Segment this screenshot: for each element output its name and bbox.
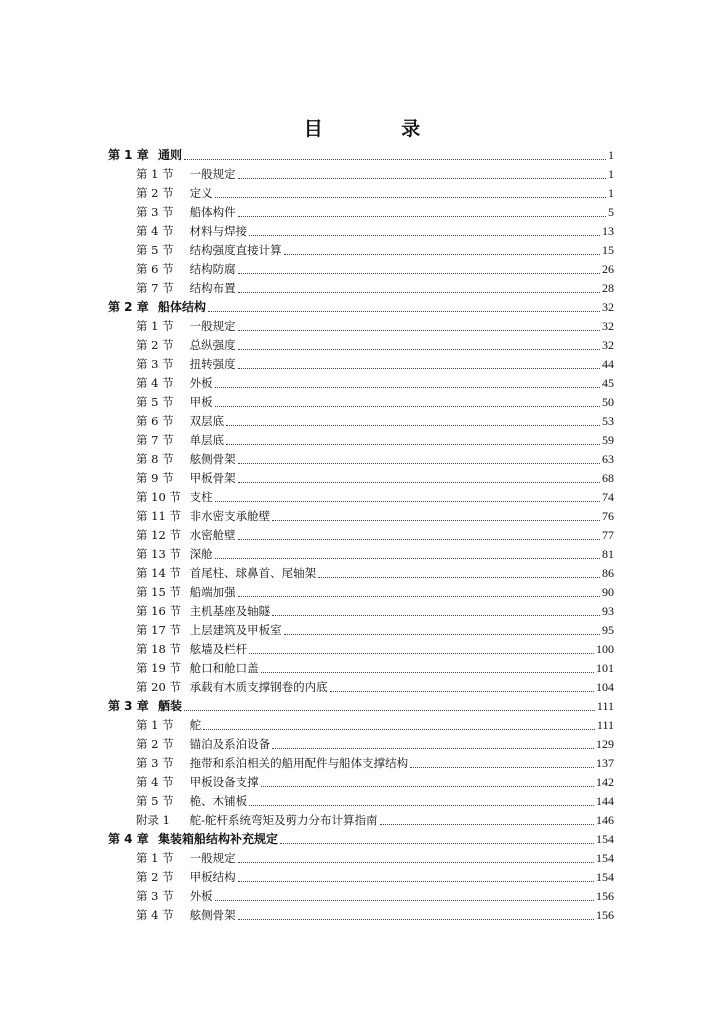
toc-entry-label [136,659,259,678]
toc-entry-title: 甲板骨架 [186,471,236,485]
toc-page-number: 1 [608,148,614,162]
toc-section-entry[interactable] [108,678,614,697]
dot-leader [215,197,606,198]
toc-entry-title: 舱口和舱口盖 [186,661,259,675]
toc-section-entry[interactable] [108,488,614,507]
toc-section-entry[interactable] [108,545,614,564]
dot-leader [184,159,606,160]
toc-entry-label [136,526,236,545]
toc-section-entry[interactable] [108,906,614,925]
toc-page-number: 32 [602,338,614,352]
toc-entry-number: 第 4 节 [136,224,174,238]
dot-leader [249,653,594,654]
dot-leader [380,824,594,825]
toc-entry-number: 第 19 节 [136,661,181,675]
toc-section-entry[interactable] [108,469,614,488]
toc-entry-number: 第 3 章 [108,699,149,713]
toc-entry-title: 总纵强度 [186,338,236,352]
toc-page-number: 154 [596,870,614,884]
toc-entry-number: 第 1 节 [136,167,174,181]
toc-page-number: 90 [602,585,614,599]
toc-entry-label [136,792,247,811]
toc-section-entry[interactable] [108,431,614,450]
toc-entry-number: 第 4 章 [108,832,149,846]
toc-entry-label [136,336,236,355]
dot-leader [203,729,595,730]
dot-leader [238,463,600,464]
toc-page-number: 154 [596,851,614,865]
dot-leader [208,311,600,312]
toc-entry-title: 扭转强度 [186,357,236,371]
toc-entry-title: 船端加强 [186,585,236,599]
toc-entry-label [136,393,213,412]
toc-entry-number: 第 1 章 [108,148,149,162]
toc-entry-number: 第 16 节 [136,604,181,618]
toc-page-number: 81 [602,547,614,561]
dot-leader [226,425,600,426]
toc-entry-title: 结构强度直接计算 [186,243,282,257]
toc-entry-number: 第 2 节 [136,338,174,352]
toc-entry-label [136,545,213,564]
toc-section-entry[interactable] [108,355,614,374]
toc-entry-label [136,279,236,298]
toc-page-number: 144 [596,794,614,808]
toc-section-entry[interactable] [108,526,614,545]
dot-leader [238,216,606,217]
toc-entry-title: 船体结构 [158,300,207,314]
toc-entry-number: 第 12 节 [136,528,181,542]
toc-section-entry[interactable] [108,602,614,621]
toc-section-entry[interactable] [108,735,614,754]
dot-leader [318,577,600,578]
toc-section-entry[interactable] [108,849,614,868]
toc-page-number: 59 [602,433,614,447]
toc-entry-number: 第 2 节 [136,186,174,200]
toc-entry-label [136,583,236,602]
toc-section-entry[interactable] [108,260,614,279]
dot-leader [215,501,600,502]
toc-entry-label [136,241,282,260]
toc-section-entry[interactable] [108,393,614,412]
toc-page-number: 1 [608,186,614,200]
toc-entry-label [136,412,224,431]
toc-page-number: 32 [602,319,614,333]
toc-page-number: 53 [602,414,614,428]
dot-leader [272,520,600,521]
toc-entry-label [136,811,378,830]
toc-page-number: 111 [596,699,614,713]
toc-entry-number: 第 11 节 [136,509,181,523]
toc-entry-number: 第 13 节 [136,547,181,561]
toc-entry-label [136,222,247,241]
toc-page-number: 146 [596,813,614,827]
dot-leader [272,748,594,749]
toc-entry-title: 材料与焊接 [186,224,248,238]
toc-entry-label [136,868,236,887]
toc-entry-label [136,678,328,697]
toc-entry-title: 甲板设备支撑 [186,775,259,789]
toc-section-entry[interactable] [108,811,614,830]
dot-leader [249,805,594,806]
toc-entry-title: 甲板 [186,395,213,409]
toc-entry-number: 第 15 节 [136,585,181,599]
dot-leader [238,273,600,274]
dot-leader [410,767,594,768]
toc-entry-label [136,564,316,583]
toc-page-number: 142 [596,775,614,789]
toc-page-number: 95 [602,623,614,637]
toc-entry-title: 双层底 [186,414,225,428]
toc-entry-number: 第 2 节 [136,737,174,751]
toc-entry-title: 拖带和系泊相关的船用配件与船体支撑结构 [186,756,409,770]
toc-entry-label [108,298,206,317]
toc-page-number: 154 [596,832,614,846]
toc-entry-title: 甲板结构 [186,870,236,884]
toc-entry-title: 通则 [158,148,183,162]
toc-page-number: 137 [596,756,614,770]
toc-entry-number: 第 1 节 [136,718,174,732]
toc-entry-title: 支柱 [186,490,213,504]
toc-entry-label [136,450,236,469]
dot-leader [215,387,600,388]
toc-page-number: 45 [602,376,614,390]
dot-leader [280,843,594,844]
toc-entry-title: 主机基座及轴隧 [186,604,271,618]
toc-page-number: 28 [602,281,614,295]
toc-entry-number: 第 1 节 [136,319,174,333]
toc-page-number: 156 [596,889,614,903]
toc-chapter-entry[interactable] [108,697,614,716]
toc-section-entry[interactable] [108,241,614,260]
dot-leader [184,710,595,711]
toc-entry-number: 第 17 节 [136,623,181,637]
toc-section-entry[interactable] [108,583,614,602]
toc-chapter-entry[interactable] [108,830,614,849]
dot-leader [284,254,600,255]
toc-entry-number: 第 5 节 [136,395,174,409]
toc-section-entry[interactable] [108,374,614,393]
dot-leader [215,900,594,901]
toc-section-entry[interactable] [108,887,614,906]
toc-entry-number: 第 7 节 [136,281,174,295]
toc-entry-title: 集装箱船结构补充规定 [158,832,279,846]
toc-entry-title: 单层底 [186,433,225,447]
dot-leader [261,672,594,673]
toc-page-number: 129 [596,737,614,751]
toc-entry-title: 一般规定 [186,319,236,333]
toc-entry-label [136,355,236,374]
toc-section-entry[interactable] [108,203,614,222]
toc-entry-title: 结构防腐 [186,262,236,276]
toc-entry-title: 上层建筑及甲板室 [186,623,282,637]
toc-page-number: 101 [596,661,614,675]
dot-leader [238,881,594,882]
toc-section-entry[interactable] [108,564,614,583]
toc-entry-label [136,374,213,393]
toc-section-entry[interactable] [108,412,614,431]
toc-entry-label [136,621,282,640]
toc-entry-number: 第 3 节 [136,889,174,903]
toc-section-entry[interactable] [108,773,614,792]
toc-entry-number: 第 9 节 [136,471,174,485]
dot-leader [238,178,606,179]
toc-entry-title: 承载有木质支撑钢卷的内底 [186,680,328,694]
dot-leader [238,539,600,540]
toc-entry-number: 第 20 节 [136,680,181,694]
dot-leader [238,919,594,920]
toc-page-number: 104 [596,680,614,694]
toc-entry-number: 第 3 节 [136,756,174,770]
toc-page-number: 156 [596,908,614,922]
toc-section-entry[interactable] [108,450,614,469]
toc-entry-title: 舷墙及栏杆 [186,642,248,656]
toc-entry-number: 第 2 节 [136,870,174,884]
toc-chapter-entry[interactable] [108,298,614,317]
toc-entry-number: 附录 1 [136,813,170,827]
toc-page-number: 111 [596,718,614,732]
toc-page-number: 15 [602,243,614,257]
dot-leader [284,634,600,635]
toc-entry-title: 舷侧骨架 [186,908,236,922]
toc-entry-number: 第 5 节 [136,794,174,808]
toc-page-number: 32 [602,300,614,314]
toc-entry-number: 第 14 节 [136,566,181,580]
toc-entry-number: 第 5 节 [136,243,174,257]
toc-entry-title: 水密舱壁 [186,528,236,542]
toc-entry-title: 桅、木铺板 [186,794,248,808]
toc-entry-title: 结构布置 [186,281,236,295]
toc-entry-label [136,507,270,526]
toc-section-entry[interactable] [108,184,614,203]
toc-entry-title: 非水密支承舱壁 [186,509,271,523]
toc-page-number: 63 [602,452,614,466]
toc-section-entry[interactable] [108,659,614,678]
toc-entry-title: 锚泊及系泊设备 [186,737,271,751]
toc-section-entry[interactable] [108,317,614,336]
toc-entry-label [136,640,247,659]
toc-page-number: 44 [602,357,614,371]
dot-leader [238,349,600,350]
toc-section-entry[interactable] [108,716,614,735]
toc-entry-number: 第 1 节 [136,851,174,865]
dot-leader [238,292,600,293]
toc-entry-title: 舷侧骨架 [186,452,236,466]
toc-entry-title: 舾装 [158,699,183,713]
toc-entry-label [136,716,201,735]
toc-page-number: 76 [602,509,614,523]
toc-entry-number: 第 10 节 [136,490,181,504]
toc-entry-label [136,203,236,222]
toc-entry-number: 第 4 节 [136,775,174,789]
toc-page-number: 77 [602,528,614,542]
toc-entry-label [136,431,224,450]
toc-entry-label [136,754,408,773]
toc-section-entry[interactable] [108,222,614,241]
toc-page-number: 5 [608,205,614,219]
toc-page-number: 1 [608,167,614,181]
toc-entry-label [136,887,213,906]
toc-chapter-entry[interactable] [108,146,614,165]
toc-entry-title: 外板 [186,889,213,903]
dot-leader [330,691,594,692]
toc-section-entry[interactable] [108,868,614,887]
toc-page-number: 13 [602,224,614,238]
toc-entry-title: 深舱 [186,547,213,561]
toc-entry-label [136,773,259,792]
dot-leader [261,786,594,787]
table-of-contents [108,146,614,925]
toc-entry-number: 第 6 节 [136,414,174,428]
dot-leader [238,368,600,369]
toc-page-number: 100 [596,642,614,656]
toc-entry-title: 舵-舵杆系统弯矩及剪力分布计算指南 [186,813,378,827]
toc-section-entry[interactable] [108,165,614,184]
toc-entry-label [136,317,236,336]
dot-leader [238,596,600,597]
toc-entry-label [136,260,236,279]
toc-entry-title: 首尾柱、球鼻首、尾轴架 [186,566,317,580]
toc-entry-label [108,830,278,849]
toc-entry-label [136,165,236,184]
page-title: 目 录 [303,118,457,140]
toc-section-entry[interactable] [108,507,614,526]
toc-entry-title: 舵 [186,718,202,732]
toc-entry-label [136,602,270,621]
toc-entry-label [108,146,182,165]
toc-section-entry[interactable] [108,621,614,640]
dot-leader [249,235,600,236]
toc-entry-title: 外板 [186,376,213,390]
toc-entry-number: 第 8 节 [136,452,174,466]
toc-page-number: 93 [602,604,614,618]
toc-section-entry[interactable] [108,754,614,773]
toc-entry-title: 船体构件 [186,205,236,219]
toc-page-number: 26 [602,262,614,276]
toc-entry-title: 定义 [186,186,213,200]
toc-entry-number: 第 7 节 [136,433,174,447]
dot-leader [238,330,600,331]
toc-entry-label [136,488,213,507]
toc-page-number: 74 [602,490,614,504]
toc-page-number: 86 [602,566,614,580]
toc-entry-number: 第 3 节 [136,205,174,219]
toc-section-entry[interactable] [108,336,614,355]
toc-entry-number: 第 4 节 [136,376,174,390]
toc-section-entry[interactable] [108,792,614,811]
dot-leader [226,444,600,445]
dot-leader [215,558,600,559]
toc-page-number: 50 [602,395,614,409]
toc-entry-title: 一般规定 [186,851,236,865]
dot-leader [215,406,600,407]
toc-page-number: 68 [602,471,614,485]
dot-leader [272,615,600,616]
toc-entry-number: 第 6 节 [136,262,174,276]
toc-section-entry[interactable] [108,640,614,659]
toc-section-entry[interactable] [108,279,614,298]
toc-entry-number: 第 3 节 [136,357,174,371]
toc-entry-label [108,697,182,716]
toc-entry-number: 第 18 节 [136,642,181,656]
toc-entry-label [136,184,213,203]
toc-entry-label [136,735,270,754]
dot-leader [238,482,600,483]
toc-entry-label [136,906,236,925]
toc-entry-title: 一般规定 [186,167,236,181]
toc-entry-number: 第 4 节 [136,908,174,922]
dot-leader [238,862,594,863]
toc-entry-label [136,469,236,488]
toc-entry-label [136,849,236,868]
toc-entry-number: 第 2 章 [108,300,149,314]
